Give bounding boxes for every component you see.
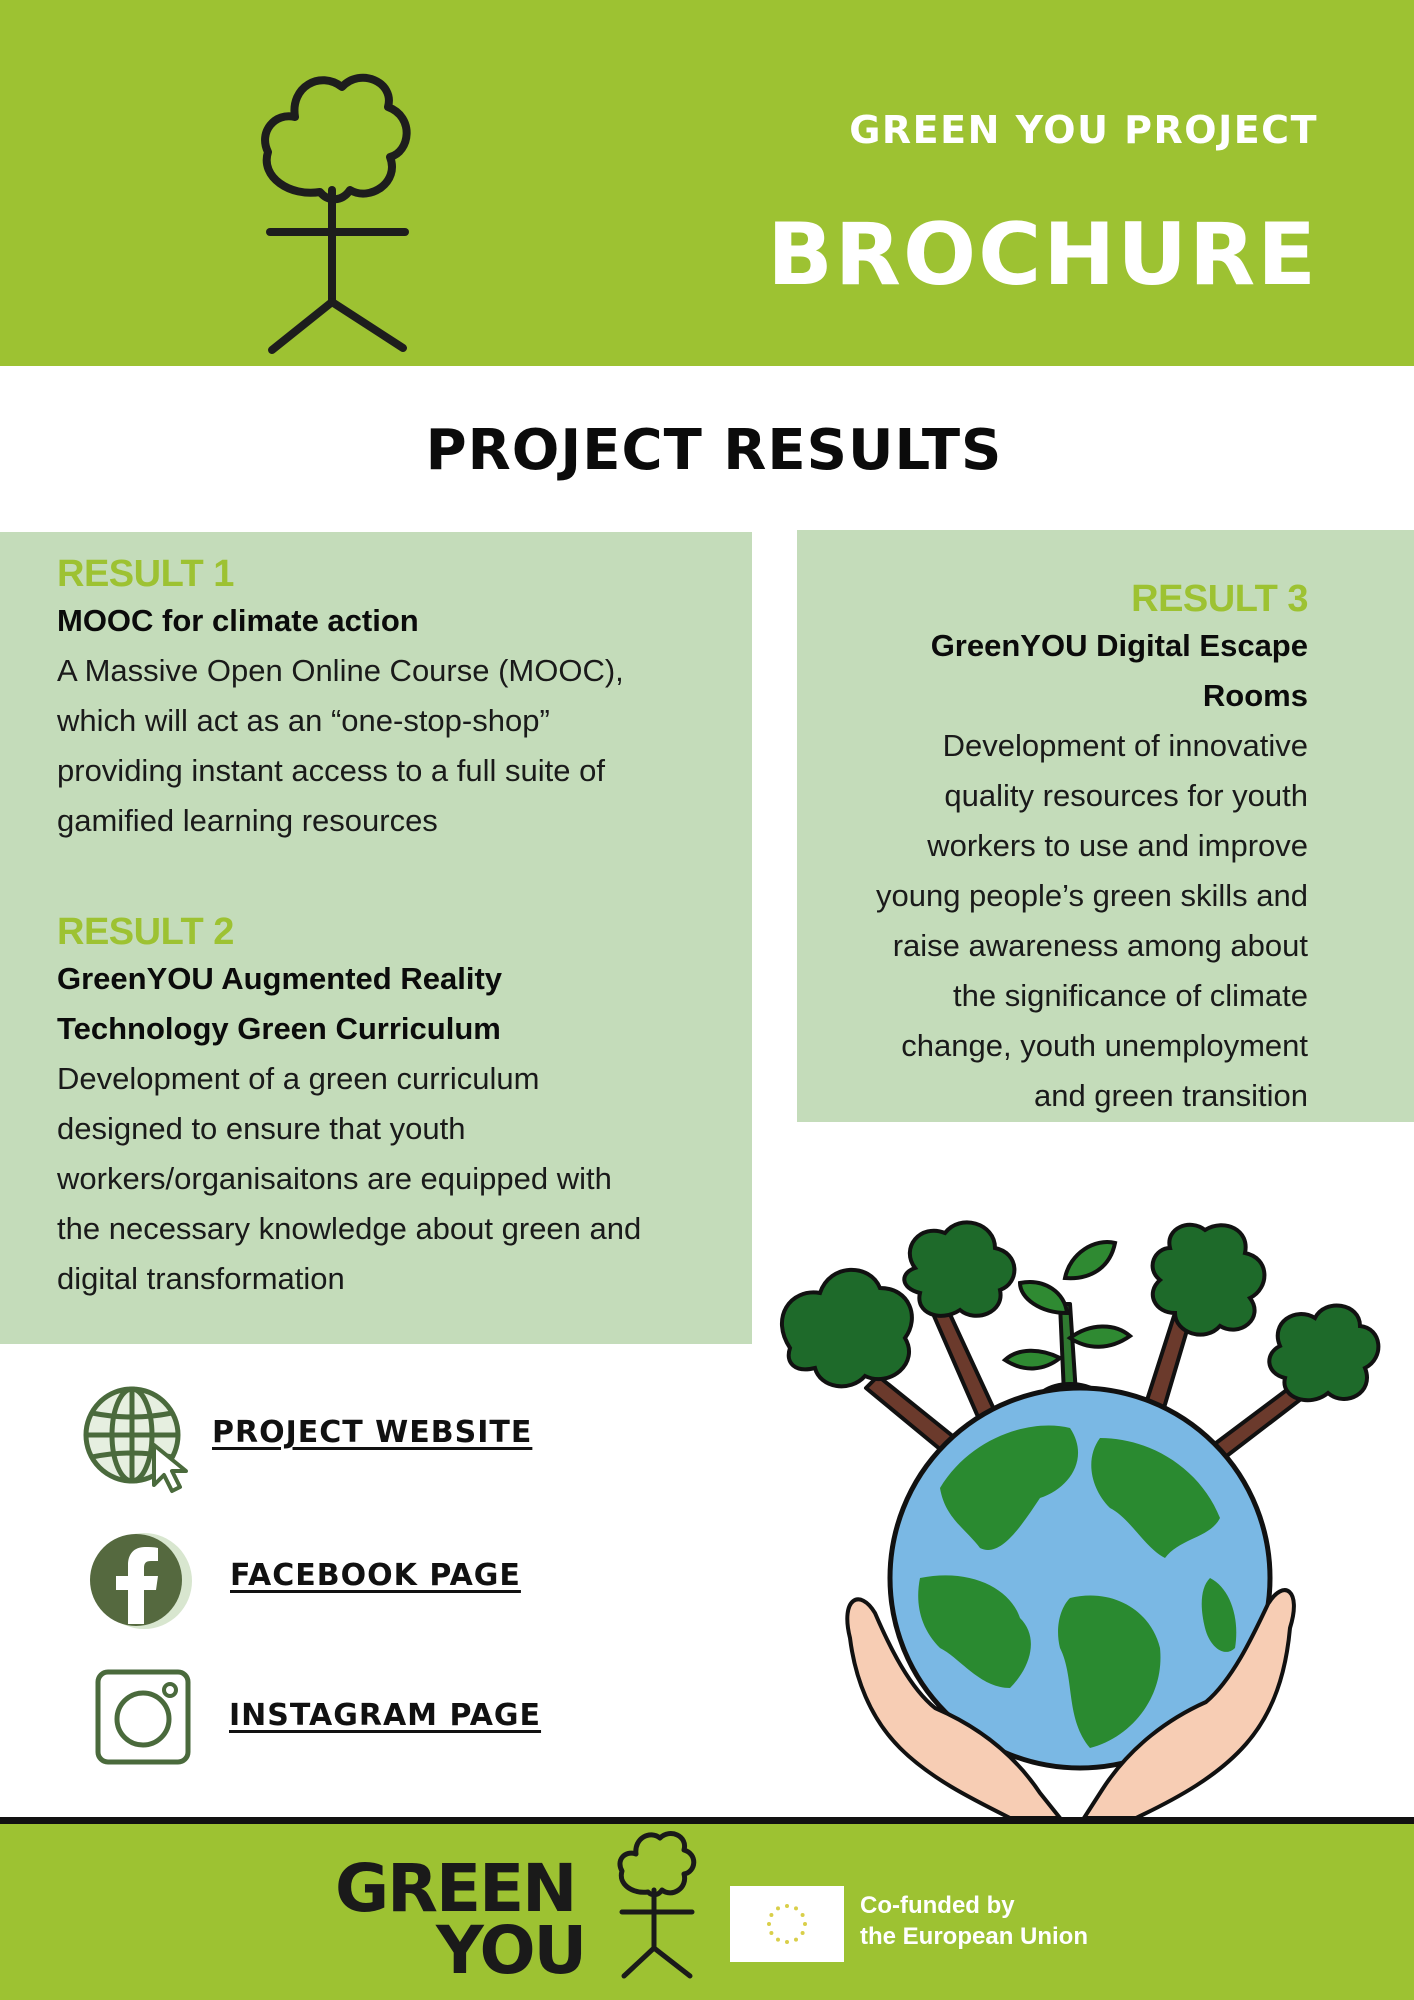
header-subtitle: GREEN YOU PROJECT [849,108,1318,152]
greenyou-logo-text-you: YOU [436,1912,586,1989]
greenyou-tree-logo-icon [612,1826,700,1984]
facebook-page-link-text[interactable]: FACEBOOK PAGE [230,1558,521,1593]
result-label: RESULT 1 [57,553,234,595]
result-desc-line: raise awareness among about [892,928,1308,963]
result-label: RESULT 3 [1131,578,1308,620]
tree-figure-logo-icon [250,62,420,362]
result-name: GreenYOU Augmented Reality [57,961,503,996]
result-desc-line: which will act as an “one-stop-shop” [57,703,550,738]
project-website-link[interactable] [80,1385,680,1485]
project-website-link-text[interactable]: PROJECT WEBSITE [212,1415,533,1450]
result-desc-line: the necessary knowledge about green and [57,1211,642,1246]
result-desc-line: Development of innovative [942,728,1308,763]
eu-stars-icon [730,1886,844,1962]
result-desc-line: young people’s green skills and [875,878,1308,913]
result-desc-line: providing instant access to a full suite of [57,753,605,788]
instagram-page-link[interactable] [80,1668,680,1768]
footer-divider [0,1817,1414,1824]
result-3 [830,578,1308,1121]
result-desc-line: Development of a green curriculum [57,1061,540,1096]
eu-cofunded-text [860,1890,1088,1952]
eu-text-line: Co-funded by [860,1892,1015,1919]
result-desc-line: A Massive Open Online Course (MOOC), [57,653,624,688]
result-desc-line: workers/organisaitons are equipped with [57,1161,612,1196]
result-2 [57,911,737,1304]
instagram-icon [94,1668,194,1768]
result-1 [57,553,737,846]
result-label: RESULT 2 [57,911,234,953]
result-desc-line: quality resources for youth [944,778,1308,813]
footer-banner [0,1824,1414,2000]
result-desc-line: digital transformation [57,1261,345,1296]
result-name: MOOC for climate action [57,603,419,638]
eu-flag [730,1886,844,1962]
result-desc-line: and green transition [1033,1078,1308,1113]
facebook-page-link[interactable] [80,1528,680,1628]
result-name: GreenYOU Digital Escape Rooms [930,628,1308,713]
result-desc-line: workers to use and improve [927,828,1308,863]
earth-trees-hands-illustration [770,1218,1390,1818]
result-name: Technology Green Curriculum [57,1011,501,1046]
header-title: BROCHURE [767,205,1318,305]
result-desc-line: gamified learning resources [57,803,438,838]
section-title: PROJECT RESULTS [425,418,1003,483]
result-desc-line: the significance of climate [953,978,1308,1013]
globe-cursor-icon [80,1385,195,1495]
eu-text-line: the European Union [860,1923,1088,1950]
result-desc-line: designed to ensure that youth [57,1111,466,1146]
instagram-page-link-text[interactable]: INSTAGRAM PAGE [229,1698,542,1733]
result-desc-line: change, youth unemployment [901,1028,1308,1063]
facebook-icon [88,1528,208,1638]
greenyou-logo-text-green: GREEN [335,1850,576,1927]
header-banner [0,0,1414,366]
